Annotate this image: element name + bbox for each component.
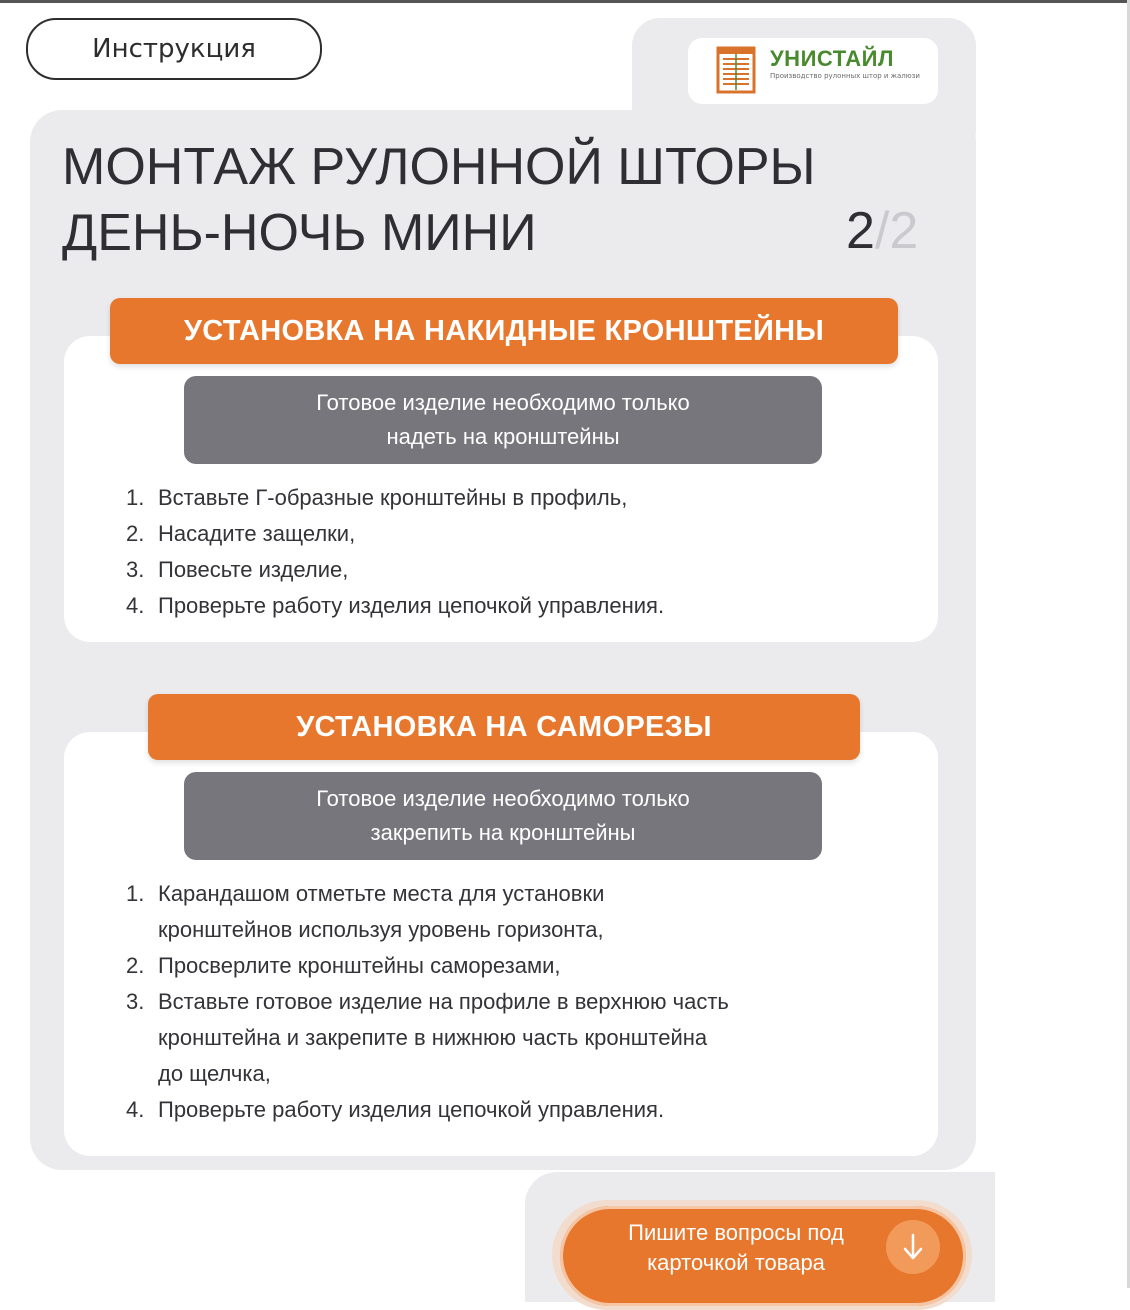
step-text: Вставьте готовое изделие на профиле в верхнюю часть bbox=[158, 989, 729, 1014]
step-text: Вставьте Г-образные кронштейны в профиль, bbox=[158, 485, 628, 510]
title-line-2: ДЕНЬ-НОЧЬ МИНИ bbox=[62, 204, 537, 262]
list-item bbox=[126, 984, 916, 1092]
list-item bbox=[126, 480, 916, 516]
logo-tagline: Производство рулонных штор и жалюзи bbox=[770, 72, 920, 80]
step-text: кронштейна и закрепите в нижнюю часть кронштейна bbox=[158, 1025, 708, 1050]
section-note-screws bbox=[184, 772, 822, 860]
step-text: Просверлите кронштейны саморезами, bbox=[158, 953, 561, 978]
step-number: 2. bbox=[126, 521, 145, 546]
page-indicator bbox=[846, 198, 918, 264]
step-number: 1. bbox=[126, 485, 145, 510]
step-text: Насадите защелки, bbox=[158, 521, 356, 546]
logo-name: УНИСТАЙЛ bbox=[770, 46, 894, 71]
note-line: Готовое изделие необходимо только bbox=[316, 390, 690, 415]
step-number: 4. bbox=[126, 593, 145, 618]
brand-logo bbox=[688, 38, 938, 104]
step-text: до щелчка, bbox=[158, 1061, 271, 1086]
steps-list-brackets bbox=[126, 480, 916, 624]
list-item bbox=[126, 552, 916, 588]
cta-text bbox=[586, 1218, 886, 1278]
arrow-down-icon[interactable] bbox=[886, 1220, 940, 1274]
top-border bbox=[0, 0, 1130, 3]
list-item bbox=[126, 948, 916, 984]
step-text: Проверьте работу изделия цепочкой управления. bbox=[158, 593, 665, 618]
step-text: Повесьте изделие, bbox=[158, 557, 349, 582]
list-item bbox=[126, 516, 916, 552]
blinds-icon bbox=[716, 46, 756, 94]
list-item bbox=[126, 876, 916, 948]
arrow-down-glyph bbox=[900, 1232, 926, 1262]
step-number: 2. bbox=[126, 953, 145, 978]
step-number: 3. bbox=[126, 989, 145, 1014]
cta-line: карточкой товара bbox=[647, 1250, 825, 1275]
page-separator: / bbox=[874, 202, 890, 260]
list-item bbox=[126, 1092, 916, 1128]
list-item bbox=[126, 588, 916, 624]
step-text: Проверьте работу изделия цепочкой управления. bbox=[158, 1097, 665, 1122]
note-line: надеть на кронштейны bbox=[386, 424, 620, 449]
step-number: 1. bbox=[126, 881, 145, 906]
section-heading-screws: УСТАНОВКА НА САМОРЕЗЫ bbox=[148, 694, 860, 760]
step-number: 3. bbox=[126, 557, 145, 582]
step-text: кронштейнов используя уровень горизонта, bbox=[158, 917, 604, 942]
page-current: 2 bbox=[846, 202, 875, 260]
cta-line: Пишите вопросы под bbox=[628, 1220, 844, 1245]
page-title bbox=[62, 134, 816, 266]
title-line-1: МОНТАЖ РУЛОННОЙ ШТОРЫ bbox=[62, 138, 816, 196]
note-line: закрепить на кронштейны bbox=[370, 820, 636, 845]
section-heading-brackets: УСТАНОВКА НА НАКИДНЫЕ КРОНШТЕЙНЫ bbox=[110, 298, 898, 364]
section-note-brackets bbox=[184, 376, 822, 464]
page-total: 2 bbox=[889, 202, 919, 260]
note-line: Готовое изделие необходимо только bbox=[316, 786, 690, 811]
step-text: Карандашом отметьте места для установки bbox=[158, 881, 605, 906]
step-number: 4. bbox=[126, 1097, 145, 1122]
instruction-tag: Инструкция bbox=[26, 18, 322, 80]
steps-list-screws bbox=[126, 876, 916, 1128]
